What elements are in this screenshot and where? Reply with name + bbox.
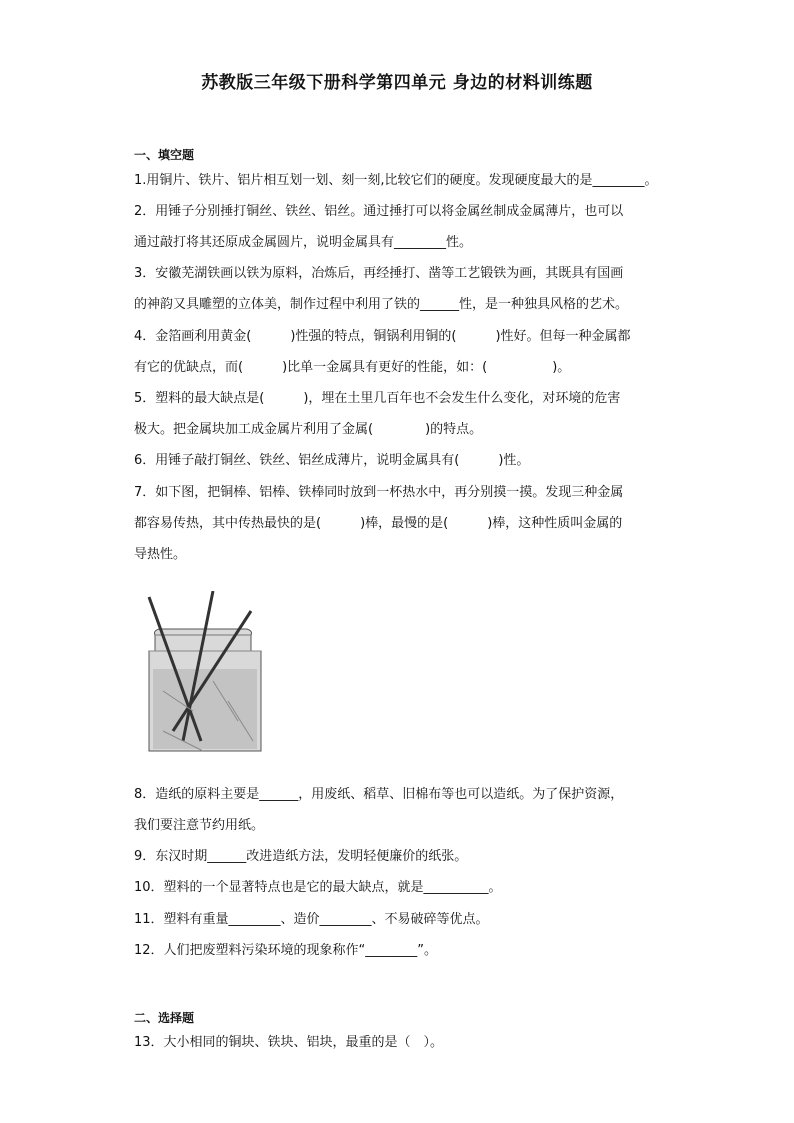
question-line: 通过敲打将其还原成金属圆片，说明金属具有________性。: [134, 235, 473, 250]
question-line: 有它的优缺点，而( )比单一金属具有更好的性能，如：( )。: [134, 360, 571, 375]
question-line: 5．塑料的最大缺点是( )，埋在土里几百年也不会发生什么变化，对环境的危害: [134, 391, 621, 406]
question-line: 6．用锤子敲打铜丝、铁丝、铝丝成薄片，说明金属具有( )性。: [134, 453, 530, 468]
section-heading-fill-blank: 一、填空题: [134, 148, 195, 162]
question-line: 12．人们把废塑料污染环境的现象称作“________”。: [134, 943, 438, 958]
question-line: 3．安徽芜湖铁画以铁为原料，冶炼后，再经捶打、凿等工艺锻铁为画，其既具有国画: [134, 266, 624, 281]
question-line: 的神韵又具雕塑的立体美，制作过程中利用了铁的______性，是一种独具风格的艺术。: [134, 297, 629, 312]
section-heading-choice: 二、选择题: [134, 1011, 195, 1025]
question-line: 10．塑料的一个显著特点也是它的最大缺点，就是__________。: [134, 880, 502, 895]
question-line: 4．金箔画利用黄金( )性强的特点，铜锅利用铜的( )性好。但每一种金属都: [134, 329, 631, 344]
question-line: 极大。把金属块加工成金属片利用了金属( )的特点。: [134, 422, 483, 437]
question-line: 2．用锤子分别捶打铜丝、铁丝、铝丝。通过捶打可以将金属丝制成金属薄片，也可以: [134, 204, 624, 219]
question-line: 我们要注意节约用纸。: [134, 818, 265, 833]
question-line: 9．东汉时期______改进造纸方法，发明轻便廉价的纸张。: [134, 849, 468, 864]
question-line: 都容易传热，其中传热最快的是( )棒，最慢的是( )棒，这种性质叫金属的: [134, 516, 623, 531]
question-line: 8．造纸的原料主要是______，用废纸、稻草、旧棉布等也可以造纸。为了保护资源，: [134, 787, 624, 802]
question-line: 13．大小相同的铜块、铁块、铝块，最重的是（ ）。: [134, 1035, 444, 1050]
page-title: 苏教版三年级下册科学第四单元 身边的材料训练题: [201, 73, 593, 93]
hot-water-cup-with-rods-figure: [143, 591, 263, 763]
question-line: 11．塑料有重量________、造价________、不易破碎等优点。: [134, 912, 489, 927]
question-line: 7．如下图，把铜棒、铝棒、铁棒同时放到一杯热水中，再分别摸一摸。发现三种金属: [134, 485, 624, 500]
question-line: 1.用铜片、铁片、铝片相互划一划、刻一刻,比较它们的硬度。发现硬度最大的是________。: [134, 173, 658, 188]
question-line: 导热性。: [134, 547, 187, 562]
